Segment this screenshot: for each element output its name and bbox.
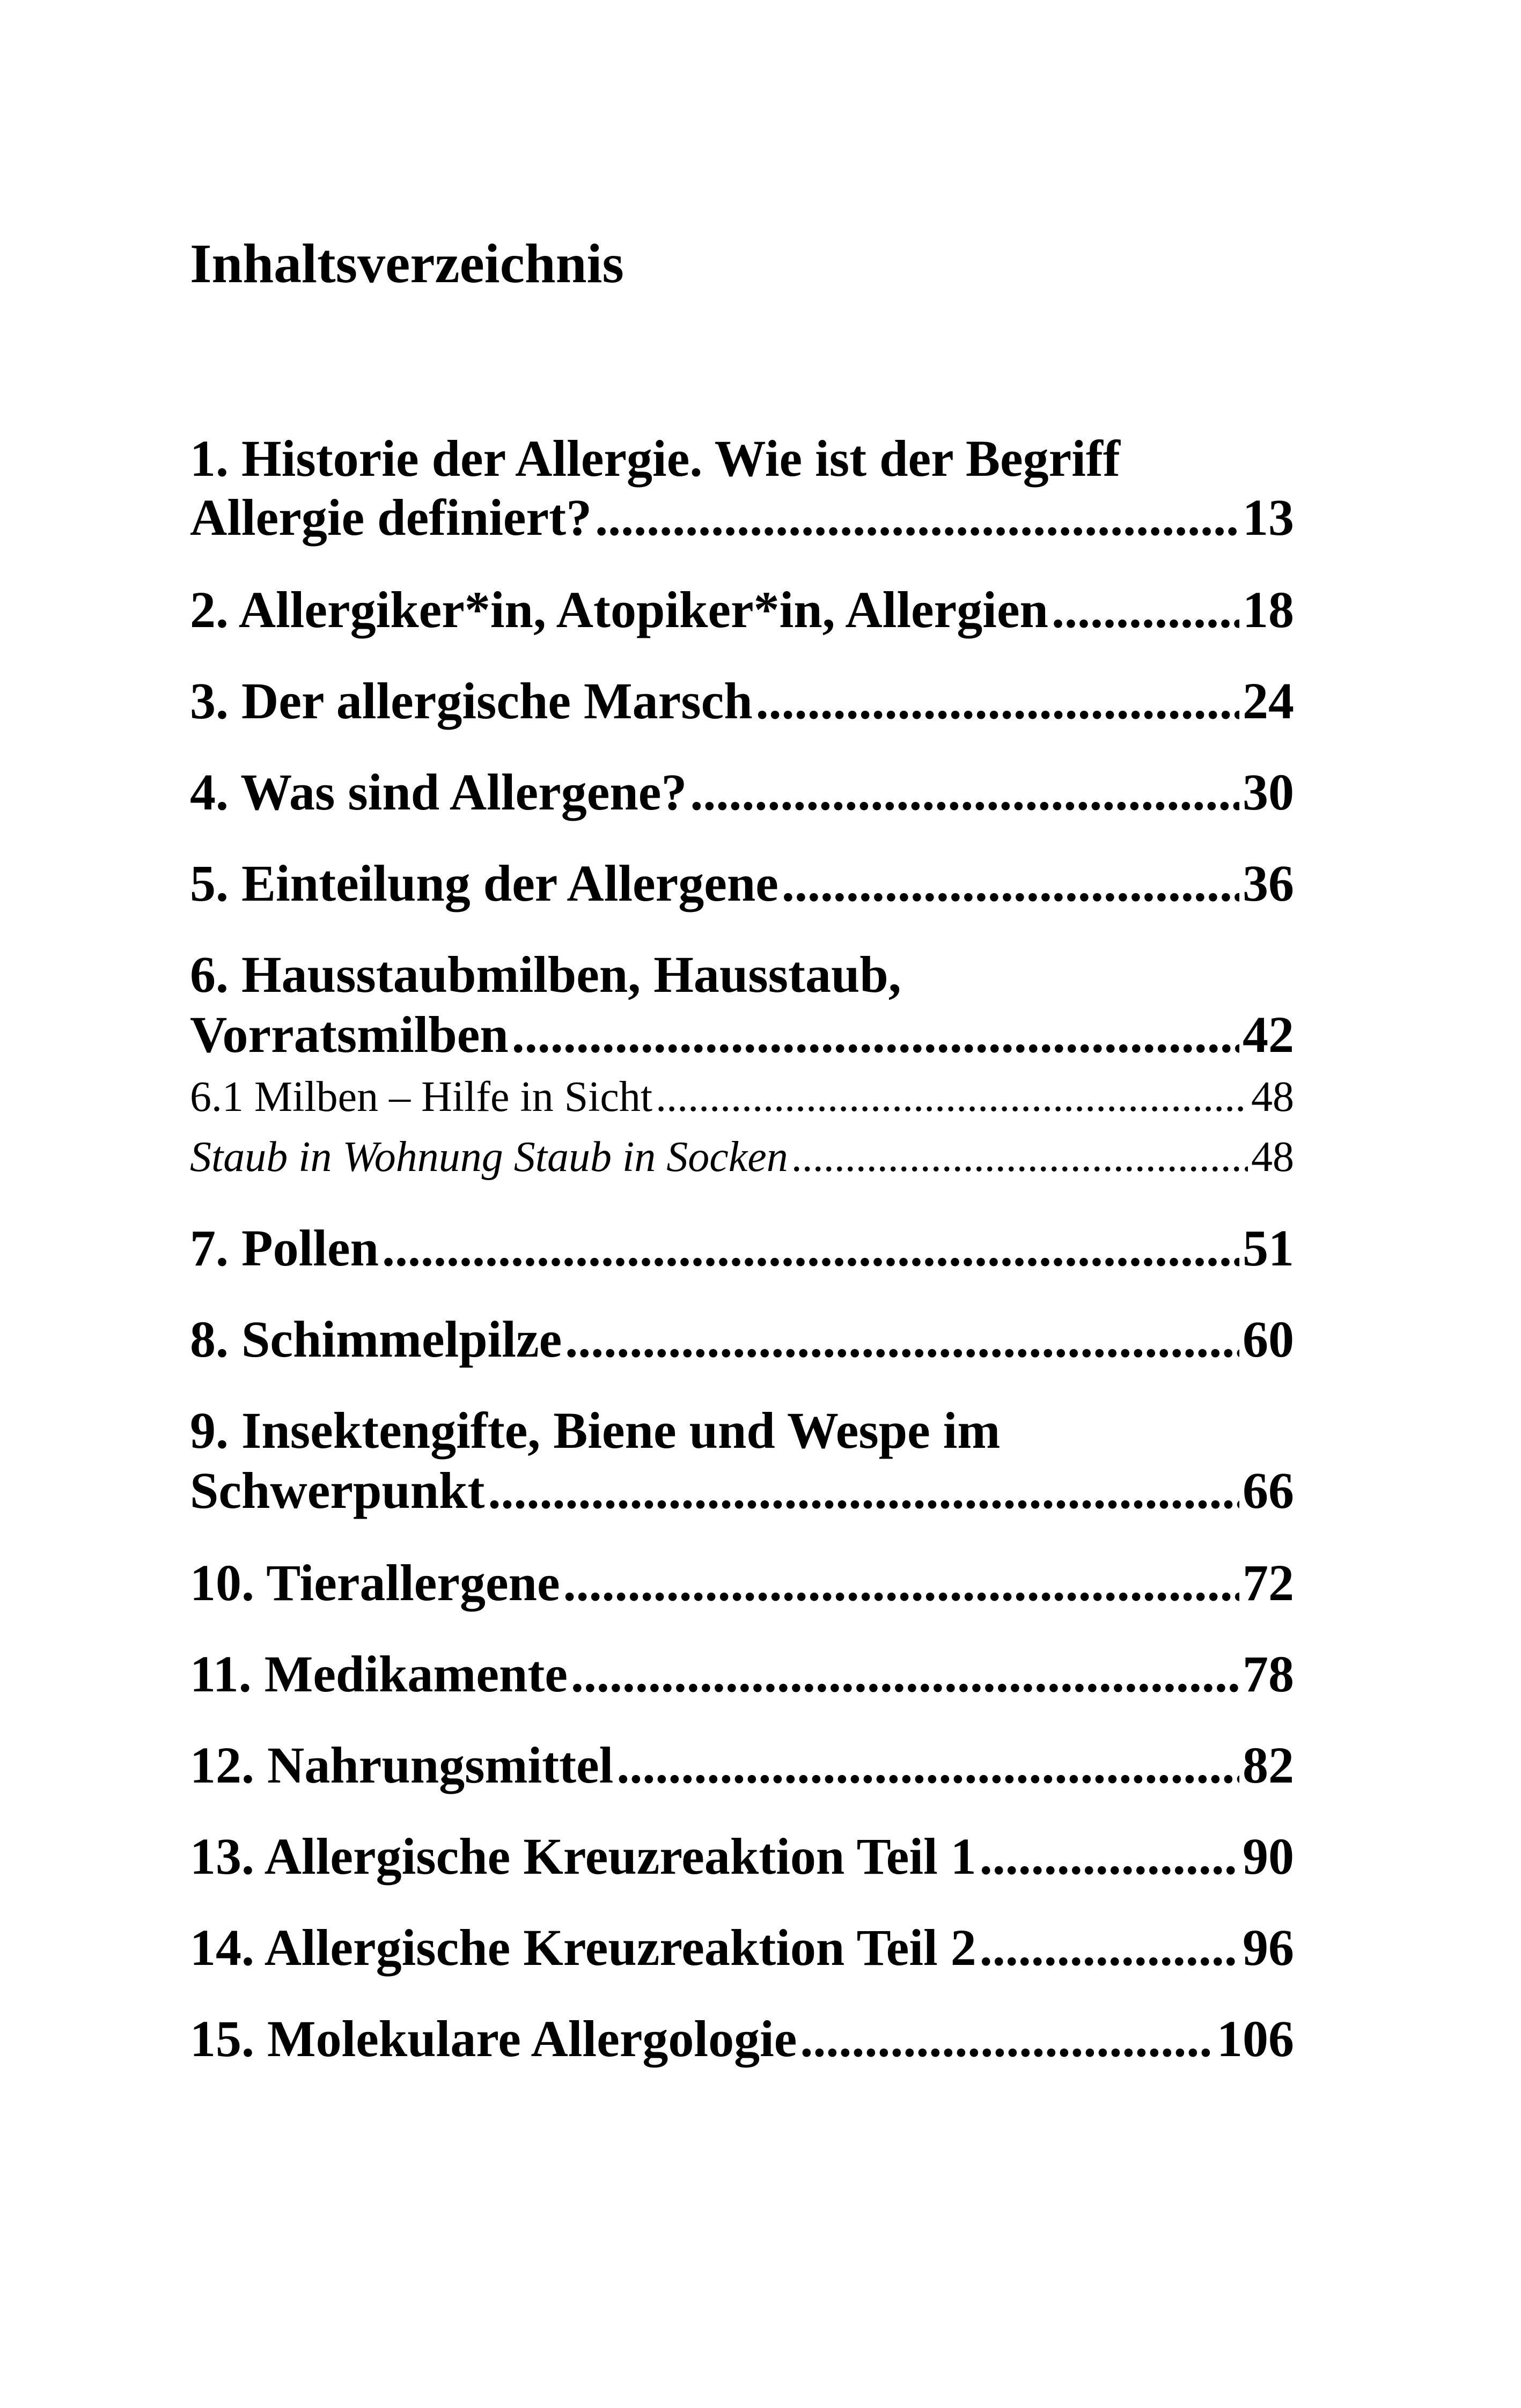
toc-entry-14 [190, 1913, 1294, 1983]
toc-entry-title: Schwerpunkt [190, 1462, 485, 1519]
toc-entry-6-line1 [190, 940, 1294, 1010]
dot-leader [565, 1305, 1239, 1374]
toc-entry-title: 11. Medikamente [190, 1645, 568, 1703]
toc-entry-title: 14. Allergische Kreuzreaktion Teil 2 [190, 1919, 976, 1976]
toc-entry-title: 12. Nahrungsmittel [190, 1736, 614, 1794]
toc-entry-15 [190, 2004, 1294, 2074]
toc-entry-6 [190, 1000, 1294, 1070]
dot-leader [980, 1822, 1239, 1891]
toc-entry-title: 6.1 Milben – Hilfe in Sicht [190, 1073, 653, 1121]
toc-page-number: 90 [1243, 1828, 1294, 1885]
toc-page-number: 78 [1243, 1645, 1294, 1703]
toc-entry-title: 2. Allergiker*in, Atopiker*in, Allergien [190, 581, 1048, 638]
toc-page-number: 48 [1251, 1133, 1294, 1181]
toc-entry-12 [190, 1730, 1294, 1800]
dot-leader [756, 666, 1239, 736]
dot-leader [563, 1548, 1239, 1618]
toc-entry-3 [190, 666, 1294, 736]
toc-entry-title: 9. Insektengifte, Biene und Wespe im [190, 1402, 1001, 1459]
toc-subentry-6-1 [190, 1067, 1294, 1126]
dot-leader [382, 1213, 1239, 1283]
toc-entry-7 [190, 1213, 1294, 1283]
toc-entry-9 [190, 1456, 1294, 1526]
toc-entry-11 [190, 1639, 1294, 1709]
toc-entry-13 [190, 1822, 1294, 1891]
dot-leader [571, 1639, 1239, 1709]
dot-leader [595, 483, 1239, 553]
dot-leader [791, 1128, 1248, 1187]
toc-page-number: 36 [1243, 855, 1294, 912]
toc-entry-title: 1. Historie der Allergie. Wie ist der Begriff [190, 430, 1120, 487]
dot-leader [800, 2004, 1214, 2074]
toc-page-number: 48 [1251, 1073, 1294, 1121]
dot-leader [512, 1000, 1239, 1070]
toc-entry-title: 13. Allergische Kreuzreaktion Teil 1 [190, 1828, 976, 1885]
dot-leader [656, 1067, 1248, 1126]
toc-page-number: 30 [1243, 763, 1294, 821]
toc-entry-title: 10. Tierallergene [190, 1554, 560, 1611]
toc-page-number: 13 [1243, 489, 1294, 546]
toc-entry-title: 7. Pollen [190, 1219, 379, 1277]
dot-leader [782, 849, 1239, 918]
toc-entry-title: 4. Was sind Allergene? [190, 763, 687, 821]
toc-entry-2 [190, 575, 1294, 645]
toc-page-number: 51 [1243, 1219, 1294, 1277]
dot-leader [1052, 575, 1239, 645]
toc-entry-title: Allergie definiert? [190, 489, 592, 546]
toc-page-number: 96 [1243, 1919, 1294, 1976]
dot-leader [980, 1913, 1239, 1983]
toc-entry-title: Staub in Wohnung Staub in Socken [190, 1133, 788, 1181]
toc-page-number: 24 [1243, 672, 1294, 730]
toc-page-number: 106 [1217, 2010, 1294, 2067]
toc-page-number: 72 [1243, 1554, 1294, 1611]
toc-subentry-staub [190, 1128, 1294, 1187]
toc-entry-1 [190, 483, 1294, 553]
toc-entry-title: 5. Einteilung der Allergene [190, 855, 778, 912]
dot-leader [616, 1730, 1239, 1800]
page-title: Inhaltsverzeichnis [190, 233, 624, 294]
toc-entry-title: 3. Der allergische Marsch [190, 672, 753, 730]
dot-leader [488, 1456, 1239, 1526]
toc-entry-title: 15. Molekulare Allergologie [190, 2010, 797, 2067]
toc-entry-title: 8. Schimmelpilze [190, 1310, 562, 1368]
toc-entry-title: 6. Hausstaubmilben, Hausstaub, [190, 946, 901, 1003]
toc-entry-9-line1 [190, 1396, 1294, 1466]
toc-page-number: 18 [1243, 581, 1294, 638]
toc-page-number: 82 [1243, 1736, 1294, 1794]
toc-page-number: 60 [1243, 1310, 1294, 1368]
dot-leader [690, 757, 1239, 827]
toc-page-number: 42 [1243, 1006, 1294, 1063]
toc-entry-5 [190, 849, 1294, 918]
toc-entry-4 [190, 757, 1294, 827]
toc-entry-title: Vorratsmilben [190, 1006, 509, 1063]
toc-entry-10 [190, 1548, 1294, 1618]
toc-entry-8 [190, 1305, 1294, 1374]
toc-page-number: 66 [1243, 1462, 1294, 1519]
